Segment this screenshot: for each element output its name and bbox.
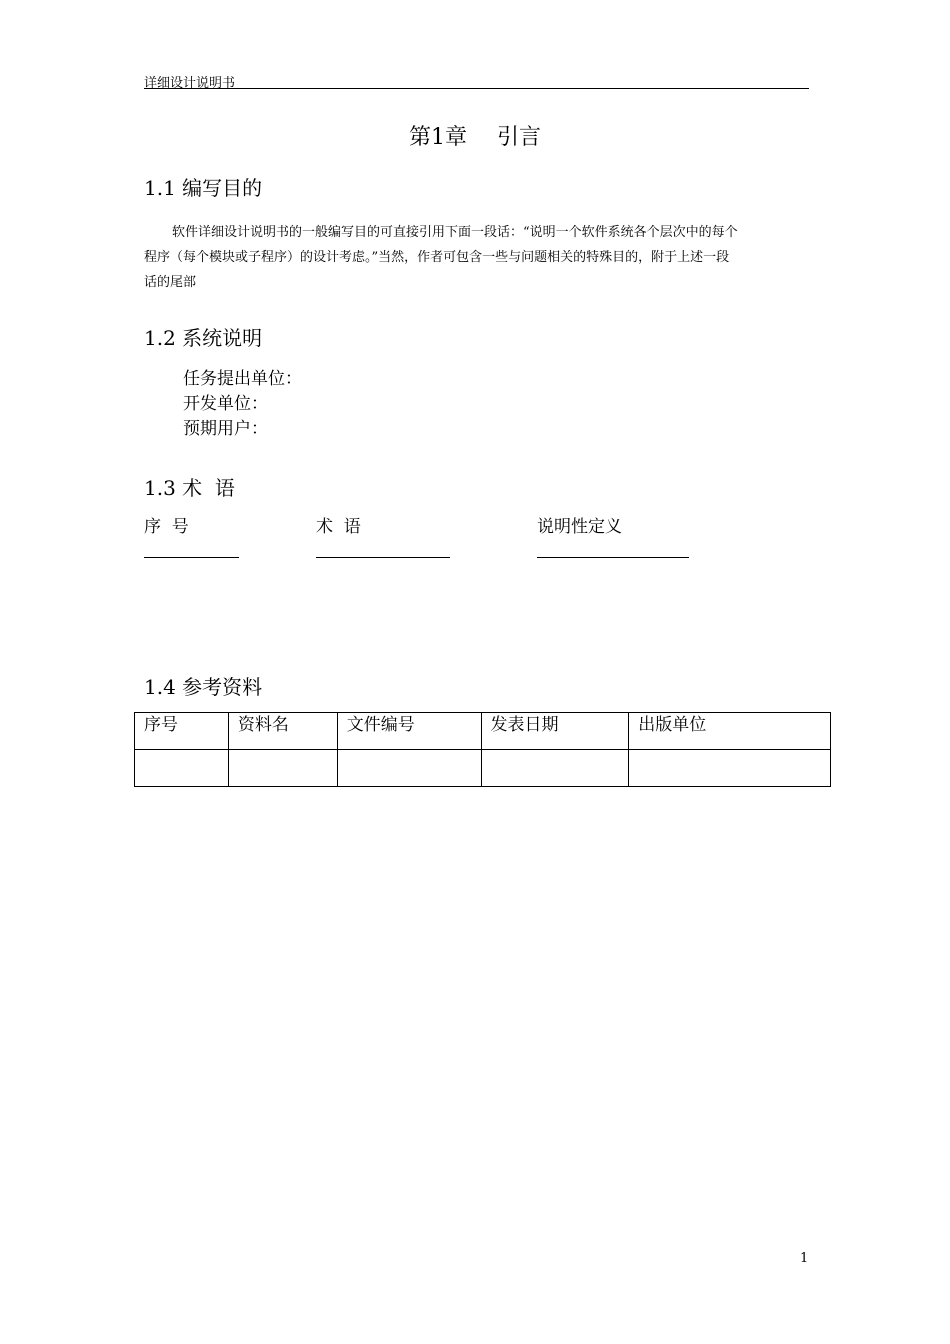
section-1-3-heading <box>144 472 235 501</box>
terms-header-number: 序 号 <box>144 517 189 537</box>
table-header-row <box>135 713 831 750</box>
running-header: 详细设计说明书 <box>144 76 236 91</box>
terms-header-definition: 说明性定义 <box>537 517 622 537</box>
terms-underline-term <box>316 557 450 558</box>
purpose-line-3: 话的尾部 <box>144 275 197 290</box>
section-title: 术 语 <box>182 476 235 500</box>
terms-header-term: 术 语 <box>316 517 361 537</box>
table-cell <box>228 750 337 787</box>
table-header-cell: 文件编号 <box>337 713 481 750</box>
section-number: 1.2 <box>144 326 176 350</box>
terms-underline-definition <box>537 557 689 558</box>
system-item-requester: 任务提出单位： <box>183 369 302 389</box>
purpose-line-2: 程序（每个模块或子程序）的设计考虑。”当然，作者可包含一些与问题相关的特殊目的，附于上述一段 <box>144 250 730 265</box>
chapter-number: 第1章 <box>408 125 467 150</box>
section-1-1-heading <box>144 172 262 201</box>
table-row <box>135 750 831 787</box>
terms-underline-number <box>144 557 239 558</box>
table-cell <box>481 750 629 787</box>
table-header-cell: 发表日期 <box>481 713 629 750</box>
chapter-title <box>0 120 950 151</box>
system-item-developer: 开发单位： <box>183 394 268 414</box>
header-rule <box>144 88 809 89</box>
section-title: 参考资料 <box>182 675 263 699</box>
table-cell <box>135 750 229 787</box>
section-title: 系统说明 <box>182 326 263 350</box>
system-item-users: 预期用户： <box>183 419 268 439</box>
chapter-name: 引言 <box>496 125 541 150</box>
table-cell <box>337 750 481 787</box>
table-cell <box>629 750 831 787</box>
section-1-2-heading <box>144 322 262 351</box>
section-1-4-heading <box>144 671 262 700</box>
section-number: 1.4 <box>144 675 176 699</box>
section-title: 编写目的 <box>182 176 263 200</box>
table-header-cell: 出版单位 <box>629 713 831 750</box>
page-number: 1 <box>800 1251 809 1266</box>
section-number: 1.1 <box>144 176 176 200</box>
purpose-line-1: 软件详细设计说明书的一般编写目的可直接引用下面一段话：“说明一个软件系统各个层次中的每个 <box>172 225 738 240</box>
table-header-cell: 序号 <box>135 713 229 750</box>
table-header-cell: 资料名 <box>228 713 337 750</box>
references-table <box>134 712 831 787</box>
section-number: 1.3 <box>144 476 176 500</box>
